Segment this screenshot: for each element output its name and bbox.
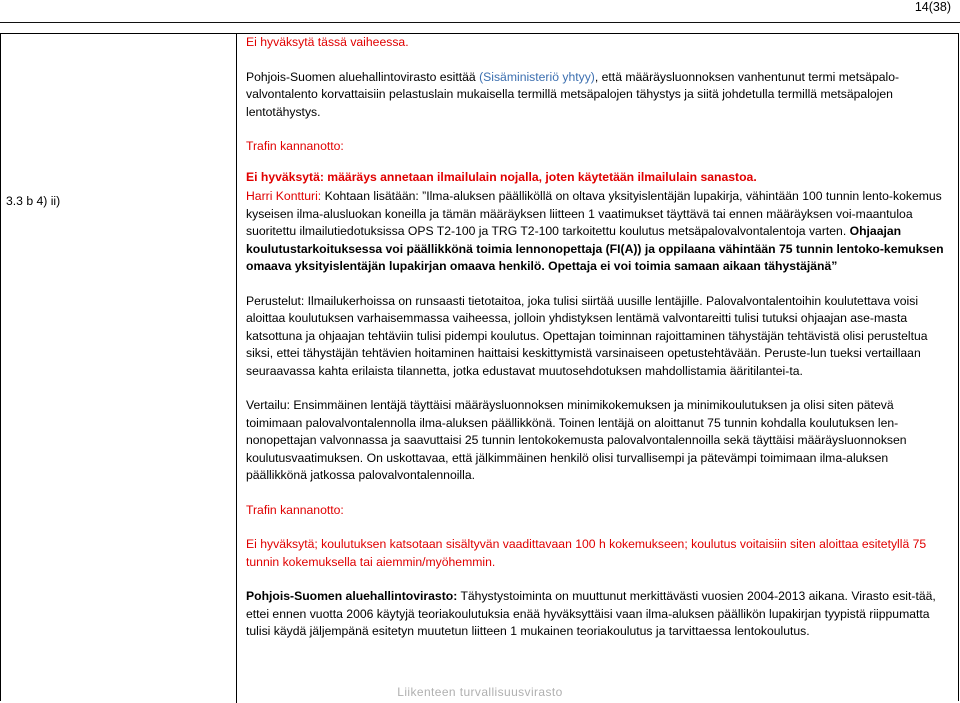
perustelut-paragraph: Perustelut: Ilmailukerhoissa on runsaasti tietotaitoa, joka tulisi siirtää uusille lentäjille. Palovalvontalentoihin koulutettava voisi aloittaa koulutuksen varhaisemmassa vaiheessa, jolloin yhdistyksen lentämä valvontareitti tulisi tutuksi ohjaajan ase-masta katsottuna ja ohjaajan tehtäviin tulisi pidempi koulutus. Opettajan toiminnan rajoittaminen tähystäjän tehtävistä olisi perusteltua siksi, ettei tähystäjän tehtävien hoitaminen haittaisi keskittymistä varsinaiseen opetustehtävään. Peruste-lun tueksi vertaillaan seuraavassa kahta erilaista tilannetta, jotka edustavat muutosehdotuksen mahdollistamia ääritilantei-ta.	[246, 293, 928, 378]
kontturi-text: Kohtaan lisätään: ”Ilma-aluksen päälliköllä on oltava yksityislentäjän lupakirja, vähintään 100 tunnin lento-kokemus kyseisen ilma-alusluokan koneilla ja tämän määräyksen liitteen 1 vaatimukset täyttävä tai ennen määräyksen voi-maantuloa suoritettu ilmailutiedotuksissa OPS T2-100 ja TRG T2-100 tarkoitettu koulutus metsäpalovalvontalentoja varten.	[246, 189, 942, 238]
vertailu-paragraph: Vertailu: Ensimmäinen lentäjä täyttäisi määräysluonnoksen minimikokemuksen ja minimikoulutuksen ja olisi siten pätevä toimimaan palovalvontalennolla ilma-aluksen päällikkönä. Toinen lentäjä on aloittanut 75 tunnin kohdalla koulutuksen len-nonopettajan valvonnassa ja saavuttaisi 25 tunnin lentokokemusta palovalvontalennoilla sekä täyttäisi määräysluonnoksen koulutusvaatimuksen. On uskottavaa, että jälkimmäinen henkilö olisi turvallisempi ja pätevämpi toimimaan ilma-aluksen päällikkönä jatkossa palovalvontalennoilla.	[246, 398, 907, 482]
column-divider	[236, 33, 237, 703]
kontturi-bold-text: Ohjaajan koulutustarkoituksessa voi päällikkönä toimia lennonopettaja (FI(A)) ja oppilaana vähintään 75 tunnin lentoko-kemuksen omaava yksityislentäjän lupakirjan omaava henkilö. Opettaja ei voi toimia samaan aikaan tähystäjänä”	[246, 224, 944, 273]
page-number: 14(38)	[914, 0, 951, 14]
proposal-text-start: Pohjois-Suomen aluehallintovirasto esittää	[246, 69, 480, 84]
decision-2: Ei hyväksytä; koulutuksen katsotaan sisältyvän vaadittavaan 100 h kokemukseen; koulutus voitaisiin siten aloittaa esitetyllä 75 tunnin kokemuksella tai aiemmin/myöhemmin.	[246, 537, 927, 569]
trafi-heading-1: Trafin kannanotto:	[246, 139, 344, 153]
proposal-highlight: (Sisäministeriö yhtyy)	[479, 69, 595, 84]
pohjois-text: Tähystystoiminta on muuttunut merkittävästi vuosien 2004-2013 aikana. Virasto esit-tää, ettei ennen vuotta 2006 käytyjä teoriakoulutuksia enää hyväksyttäisi vaan ilma-aluksen päällikön lupakirjan tyypistä riippumatta tulisi käydä jäljempänä esitetyn muutetun liitteen 1 mukainen teoriakoulutus ja tarvittaessa lentokoulutus.	[246, 589, 936, 638]
comment-column	[246, 34, 952, 641]
proposal-text-end: , että määräysluonnoksen vanhentunut termi metsäpalo-valvontalento korvattaisiin pelastuslain mukaisella termillä metsäpalojen tähystys ja siitä johdetulla termillä metsäpalojen lentotähystys.	[246, 69, 900, 119]
proposal-paragraph	[246, 69, 952, 122]
footer-text: Liikenteen turvallisuusvirasto	[397, 685, 563, 699]
kontturi-name: Harri Kontturi:	[246, 189, 322, 203]
kontturi-paragraph	[246, 188, 952, 276]
trafi-heading-2: Trafin kannanotto:	[246, 502, 344, 517]
pohjois-paragraph	[246, 588, 952, 641]
status-not-accepted: Ei hyväksytä tässä vaiheessa.	[246, 35, 409, 49]
header-rule	[0, 22, 960, 23]
section-reference: 3.3 b 4) ii)	[6, 194, 61, 208]
pohjois-name: Pohjois-Suomen aluehallintovirasto:	[246, 589, 458, 603]
decision-1: Ei hyväksytä: määräys annetaan ilmailulain nojalla, joten käytetään ilmailulain sanastoa.	[246, 169, 757, 184]
